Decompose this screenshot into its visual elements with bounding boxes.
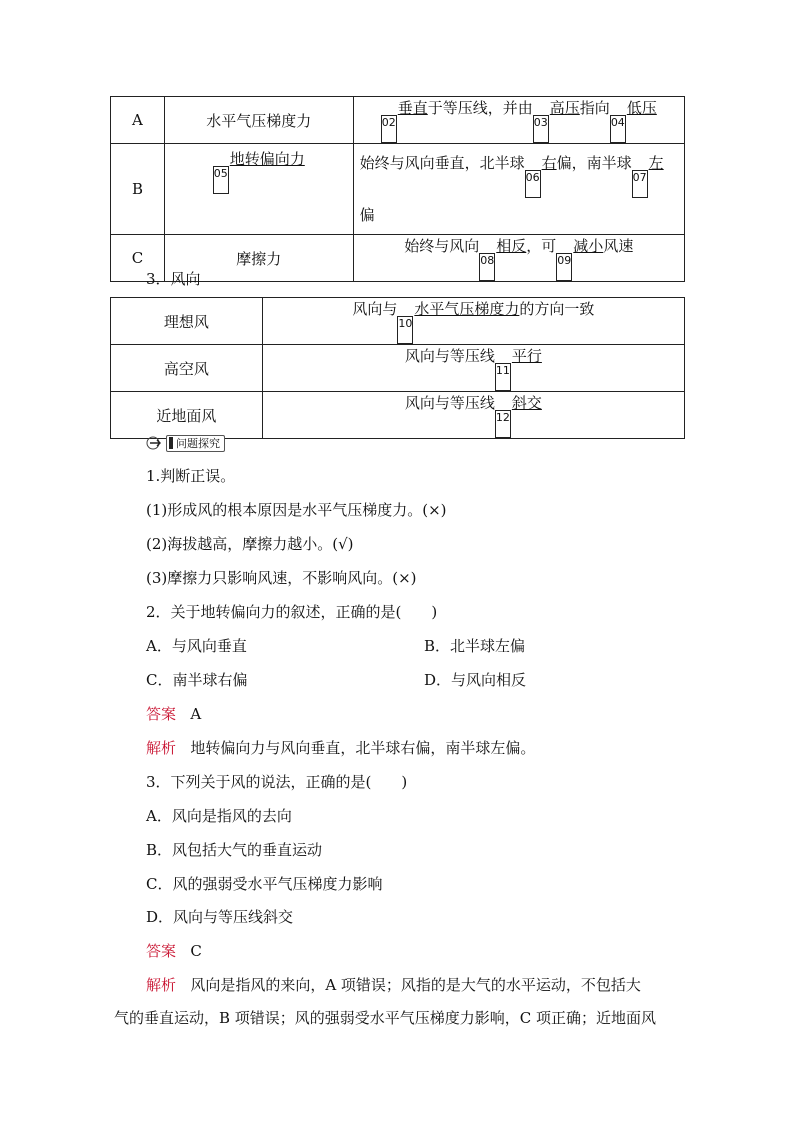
tag-box: [166, 435, 225, 452]
table-row: [111, 345, 685, 392]
blank-number: 08: [479, 253, 495, 281]
blank-number: 05: [213, 166, 229, 194]
answer-label: 答案: [146, 942, 177, 960]
section-heading: 3．风向: [146, 270, 201, 288]
blank-number: 06: [525, 170, 541, 198]
judgement-item: (3)摩擦力只影响风速，不影响风向。(×): [146, 569, 417, 587]
row-label: B: [111, 144, 165, 235]
blank-answer: 减小: [573, 237, 604, 255]
blank-number: 12: [495, 410, 511, 438]
force-description: [353, 235, 684, 282]
force-table: [110, 96, 685, 282]
blank-answer: 水平气压梯度力: [414, 300, 520, 318]
blank-answer: 垂直: [397, 99, 428, 117]
option: D．与风向相反: [424, 671, 527, 689]
blank-answer: 左: [648, 154, 664, 172]
question-1-title: 1.判断正误。: [146, 467, 236, 485]
table-row: [111, 144, 685, 235]
desc-text: 风向与: [352, 300, 398, 318]
desc-text: 偏: [359, 206, 375, 224]
analysis-label: 解析: [146, 739, 177, 757]
tag-bar-icon: [169, 437, 173, 449]
answer-value: A: [190, 705, 202, 723]
question-2-stem: 2．关于地转偏向力的叙述，正确的是( ): [146, 603, 438, 621]
arrow-icon: [146, 435, 164, 451]
force-name: 摩擦力: [164, 235, 353, 282]
blank-answer: 低压: [626, 99, 657, 117]
option: C．南半球右偏: [146, 671, 248, 689]
option: C．风的强弱受水平气压梯度力影响: [146, 875, 383, 893]
wind-type: 近地面风: [111, 392, 263, 439]
row-label: C: [111, 235, 165, 282]
analysis-label: 解析: [146, 976, 177, 994]
force-name-cell: [164, 144, 353, 235]
desc-text: 于等压线，并由: [427, 99, 533, 117]
analysis-text: 地转偏向力与风向垂直，北半球右偏，南半球左偏。: [190, 739, 536, 757]
table-row: [111, 298, 685, 345]
wind-description: [262, 298, 684, 345]
desc-text: 始终与风向: [404, 237, 480, 255]
blank-number: 04: [610, 115, 626, 143]
blank-number: 11: [495, 363, 511, 391]
analysis-line: [146, 737, 535, 758]
blank-answer: 平行: [511, 347, 542, 365]
blank-number: 10: [397, 316, 413, 344]
desc-text: ，可: [526, 237, 557, 255]
option: A．与风向垂直: [146, 637, 247, 655]
blank-number: 03: [533, 115, 549, 143]
force-description: [353, 144, 684, 235]
blank-number: 09: [556, 253, 572, 281]
answer-value: C: [190, 942, 202, 960]
judgement-item: (1)形成风的根本原因是水平气压梯度力。(×): [146, 501, 447, 519]
wind-direction-table: [110, 297, 685, 439]
force-name: 水平气压梯度力: [164, 97, 353, 144]
answer-line: [146, 703, 201, 724]
option: B．风包括大气的垂直运动: [146, 841, 323, 859]
judgement-item: (2)海拔越高，摩擦力越小。(√): [146, 535, 354, 553]
inquiry-tag: [146, 434, 225, 452]
analysis-text: 风向是指风的来向，A 项错误；风指的是大气的水平运动，不包括大: [190, 976, 641, 994]
desc-text: 风向与等压线: [404, 394, 495, 412]
blank-number: 07: [632, 170, 648, 198]
blank-answer: 高压: [549, 99, 580, 117]
blank-number: 02: [381, 115, 397, 143]
desc-text: 风速: [603, 237, 634, 255]
answer-label: 答案: [146, 705, 177, 723]
option: B．北半球左偏: [424, 637, 526, 655]
blank-answer: 相反: [496, 237, 527, 255]
blank-answer: 右: [541, 154, 557, 172]
desc-text: 始终与风向垂直，北半球: [359, 154, 525, 172]
blank-answer: 斜交: [511, 394, 542, 412]
answer-line: [146, 940, 202, 961]
desc-text: 的方向一致: [519, 300, 595, 318]
analysis-text-continued: 气的垂直运动，B 项错误；风的强弱受水平气压梯度力影响，C 项正确；近地面风: [114, 1009, 657, 1027]
option: A．风向是指风的去向: [146, 807, 292, 825]
row-label: A: [111, 97, 165, 144]
desc-text: 指向: [579, 99, 610, 117]
tag-label: 问题探究: [176, 436, 220, 450]
wind-type: 理想风: [111, 298, 263, 345]
force-description: [353, 97, 684, 144]
wind-description: [262, 345, 684, 392]
desc-text: 风向与等压线: [404, 347, 495, 365]
analysis-line: [146, 974, 641, 995]
table-row: [111, 392, 685, 439]
table-row: [111, 97, 685, 144]
desc-text: 偏，南半球: [556, 154, 632, 172]
question-3-stem: 3．下列关于风的说法，正确的是( ): [146, 773, 408, 791]
wind-type: 高空风: [111, 345, 263, 392]
option: D．风向与等压线斜交: [146, 908, 294, 926]
force-name: 地转偏向力: [229, 150, 305, 168]
wind-description: [262, 392, 684, 439]
